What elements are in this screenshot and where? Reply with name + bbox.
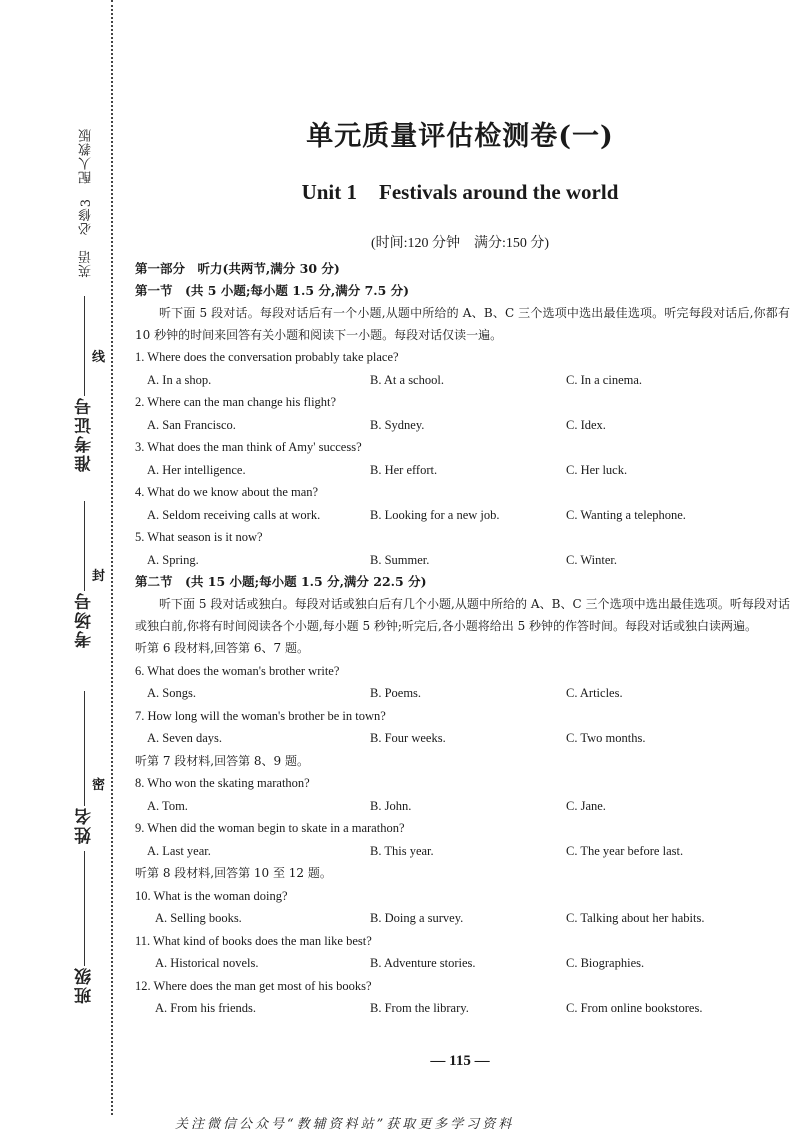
option-a[interactable]: A. From his friends. [155,1001,257,1015]
unit-title [0,180,800,205]
section-instructions: 听下面 5 段对话。每段对话后有一个小题,从题中所给的 A、B、C 三个选项中选出最佳选项。听完每段对话后,你都有 10 秒钟的时间来回答有关小题和阅读下一小题。每段对话仅读一遍。 [135,306,790,342]
option-b[interactable]: B. From the library. [370,1001,469,1015]
option-a[interactable]: A. Selling books. [155,911,242,925]
page-number: — 115 — [430,1053,490,1069]
question-stem: 7. How long will the woman's brother be in town? [135,708,386,723]
option-c[interactable]: C. Wanting a telephone. [566,507,686,522]
exam-content [135,258,790,1020]
seal-mark-seal: 封 [92,566,105,587]
option-a[interactable]: A. Last year. [147,843,211,858]
part-heading: 第一部分 听力(共两节,满分 30 分) [135,261,340,276]
question-stem: 10. What is the woman doing? [135,888,288,903]
option-b[interactable]: B. Doing a survey. [370,911,464,925]
material-note: 听第 7 段材料,回答第 8、9 题。 [135,753,309,768]
answer-options [135,549,790,572]
field-label: 准考证号 [75,396,95,472]
answer-options [135,459,790,482]
option-c[interactable]: C. Winter. [566,552,618,567]
field-label: 班级 [75,966,95,1004]
question-stem: 5. What season is it now? [135,530,263,544]
seal-mark-line: 线 [92,347,105,368]
option-c[interactable]: C. Idex. [566,417,606,432]
answer-options [135,952,790,975]
page-title: 单元质量评估检测卷(一) [306,121,614,152]
option-c[interactable]: C. Biographies. [566,956,645,970]
option-a[interactable]: A. Historical novels. [155,956,259,970]
question-stem: 4. What do we know about the man? [135,485,319,499]
option-b[interactable]: B. Her effort. [370,462,438,477]
subject-header: 英语 必修3 配人教版 [79,128,94,278]
option-b[interactable]: B. John. [370,798,412,813]
option-a[interactable]: A. Her intelligence. [147,462,246,477]
option-b[interactable]: B. At a school. [370,372,444,387]
option-a[interactable]: A. Seven days. [147,731,222,745]
answer-options [135,414,790,437]
option-a[interactable]: A. Songs. [147,686,196,700]
option-b[interactable]: B. Summer. [370,552,430,567]
question-stem: 1. Where does the conversation probably take place? [135,350,399,364]
answer-options [135,727,790,750]
field-blank-line[interactable] [84,851,85,966]
unit-number: Unit 1 [301,180,358,204]
question-stem: 6. What does the woman's brother write? [135,663,340,678]
field-label: 姓名 [75,806,95,844]
option-c[interactable]: C. The year before last. [566,843,684,858]
option-a[interactable]: A. Spring. [147,552,199,567]
field-blank-line[interactable] [84,501,85,591]
option-c[interactable]: C. Articles. [566,686,623,700]
option-b[interactable]: B. Adventure stories. [370,956,476,970]
option-c[interactable]: C. Talking about her habits. [566,911,705,925]
section-heading: 第二节 (共 15 小题;每小题 1.5 分,满分 22.5 分) [135,574,427,589]
option-c[interactable]: C. Her luck. [566,462,628,477]
field-class[interactable] [72,845,97,1004]
answer-options [135,997,790,1020]
answer-options [135,369,790,392]
field-blank-line[interactable] [84,691,85,806]
field-name[interactable] [72,685,97,844]
option-c[interactable]: C. Two months. [566,731,646,745]
question-stem: 12. Where does the man get most of his books? [135,978,372,993]
field-exam-number[interactable] [72,290,97,472]
field-blank-line[interactable] [84,296,85,396]
option-a[interactable]: A. In a shop. [147,372,212,387]
option-c[interactable]: C. From online bookstores. [566,1001,703,1015]
question-stem: 8. Who won the skating marathon? [135,776,310,790]
unit-topic: Festivals around the world [379,180,619,204]
option-b[interactable]: B. Poems. [370,686,422,700]
answer-options [135,840,790,863]
question-stem: 3. What does the man think of Amy' success? [135,440,362,454]
option-b[interactable]: B. Looking for a new job. [370,507,500,522]
question-stem: 9. When did the woman begin to skate in a marathon? [135,821,405,835]
footer-note: 关注微信公众号“教辅资料站”获取更多学习资料 [175,1117,515,1132]
time-info: (时间:120 分钟 满分:150 分) [370,236,550,251]
question-stem: 2. Where can the man change his flight? [135,395,337,409]
binding-dotted-line [111,0,113,1115]
material-note: 听第 6 段材料,回答第 6、7 题。 [135,641,309,655]
option-b[interactable]: B. Sydney. [370,417,425,432]
option-c[interactable]: C. In a cinema. [566,372,643,387]
answer-options [135,682,790,705]
seal-mark-secret: 密 [92,775,105,796]
section-heading: 第一节 (共 5 小题;每小题 1.5 分,满分 7.5 分) [135,283,410,298]
answer-options [135,504,790,527]
option-a[interactable]: A. Tom. [147,798,188,813]
option-a[interactable]: A. San Francisco. [147,417,236,432]
option-b[interactable]: B. Four weeks. [370,731,446,745]
answer-options [135,907,790,930]
question-stem: 11. What kind of books does the man like best? [135,933,372,948]
option-b[interactable]: B. This year. [370,843,434,858]
section-instructions: 听下面 5 段对话或独白。每段对话或独白后有几个小题,从题中所给的 A、B、C 三个选项中选出最佳选项。听每段对话或独白前,你将有时间阅读各个小题,每小题 5 秒钟;听完后,各小题将给出 5 秒钟的作答时间。每段对话或独白读两遍。 [135,597,790,633]
field-label: 考场号 [75,591,95,648]
material-note: 听第 8 段材料,回答第 10 至 12 题。 [135,866,332,880]
option-c[interactable]: C. Jane. [566,798,606,813]
answer-options [135,795,790,818]
option-a[interactable]: A. Seldom receiving calls at work. [147,507,321,522]
